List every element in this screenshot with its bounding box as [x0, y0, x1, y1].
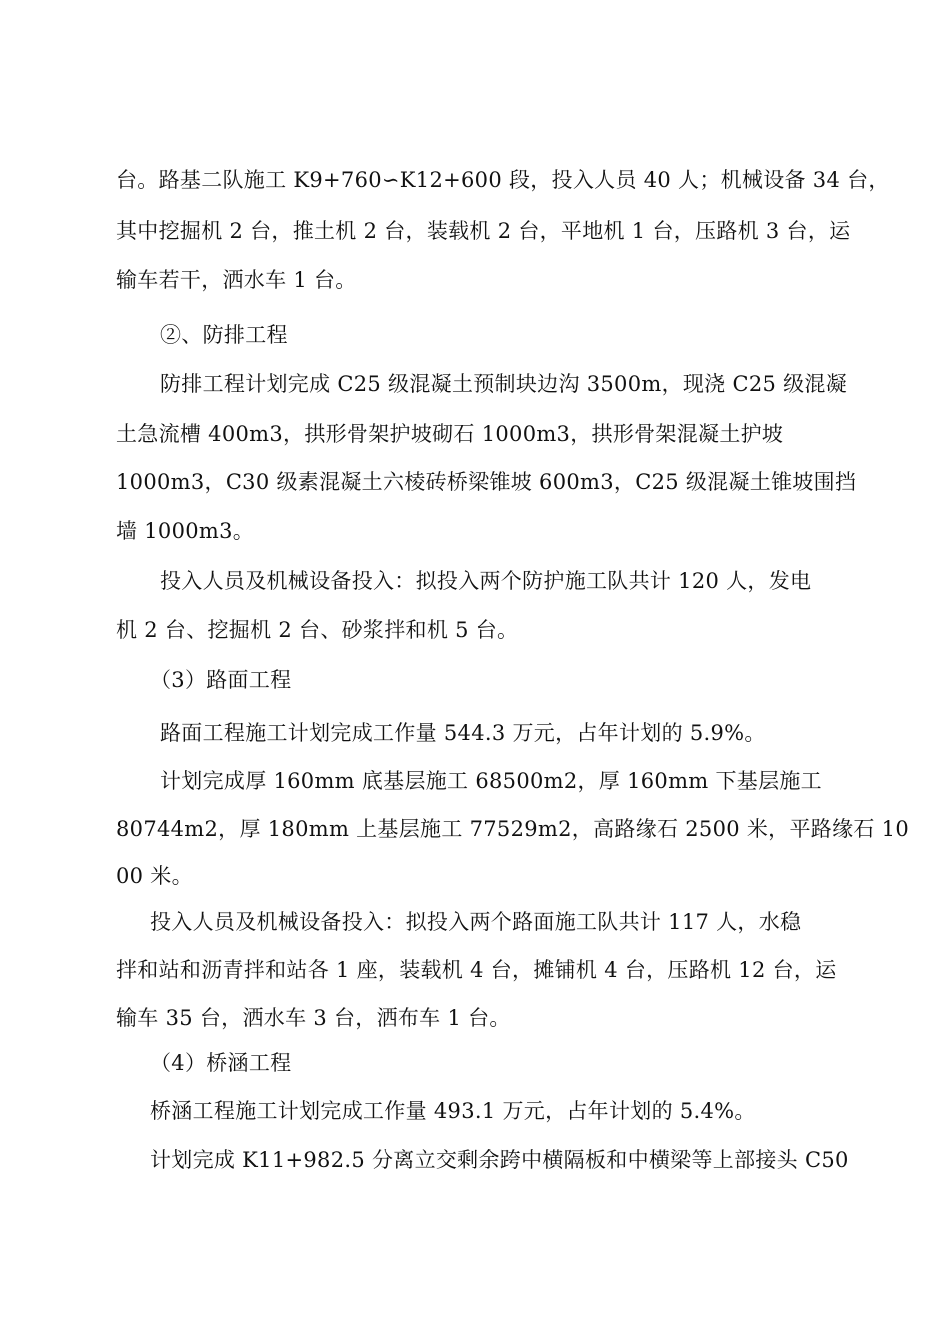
text-line: 投入人员及机械设备投入：拟投入两个防护施工队共计 120 人，发电 — [160, 569, 812, 593]
text-line: 防排工程计划完成 C25 级混凝土预制块边沟 3500m，现浇 C25 级混凝 — [160, 372, 848, 396]
text-line: 台。路基二队施工 K9+760∽K12+600 段，投入人员 40 人；机械设备 34 台， — [116, 168, 890, 192]
text-line: 路面工程施工计划完成工作量 544.3 万元，占年计划的 5.9%。 — [160, 721, 766, 745]
text-line: 拌和站和沥青拌和站各 1 座，装载机 4 台，摊铺机 4 台，压路机 12 台，运 — [116, 958, 837, 982]
text-line: 投入人员及机械设备投入：拟投入两个路面施工队共计 117 人，水稳 — [150, 910, 802, 934]
text-line: 计划完成厚 160mm 底基层施工 68500m2，厚 160mm 下基层施工 — [160, 769, 822, 793]
text-line: 计划完成 K11+982.5 分离立交剩余跨中横隔板和中横梁等上部接头 C50 — [150, 1148, 849, 1172]
section-heading: ②、防排工程 — [160, 323, 288, 347]
text-line: 其中挖掘机 2 台，推土机 2 台，装载机 2 台，平地机 1 台，压路机 3 台，运 — [116, 219, 851, 243]
text-line: 1000m3，C30 级素混凝土六棱砖桥梁锥坡 600m3，C25 级混凝土锥坡围挡 — [116, 470, 857, 494]
text-line: 土急流槽 400m3，拱形骨架护坡砌石 1000m3，拱形骨架混凝土护坡 — [116, 422, 784, 446]
text-line: 输车若干，洒水车 1 台。 — [116, 268, 357, 292]
section-heading: （4）桥涵工程 — [150, 1051, 292, 1075]
text-line: 桥涵工程施工计划完成工作量 493.1 万元，占年计划的 5.4%。 — [150, 1099, 756, 1123]
text-line: 80744m2，厚 180mm 上基层施工 77529m2，高路缘石 2500 米，平路缘石 10 — [116, 817, 909, 841]
text-line: 输车 35 台，洒水车 3 台，洒布车 1 台。 — [116, 1006, 511, 1030]
text-line: 墙 1000m3。 — [116, 519, 255, 543]
text-line: 机 2 台、挖掘机 2 台、砂浆拌和机 5 台。 — [116, 618, 519, 642]
text-line: 00 米。 — [116, 864, 193, 888]
section-heading: （3）路面工程 — [150, 668, 292, 692]
